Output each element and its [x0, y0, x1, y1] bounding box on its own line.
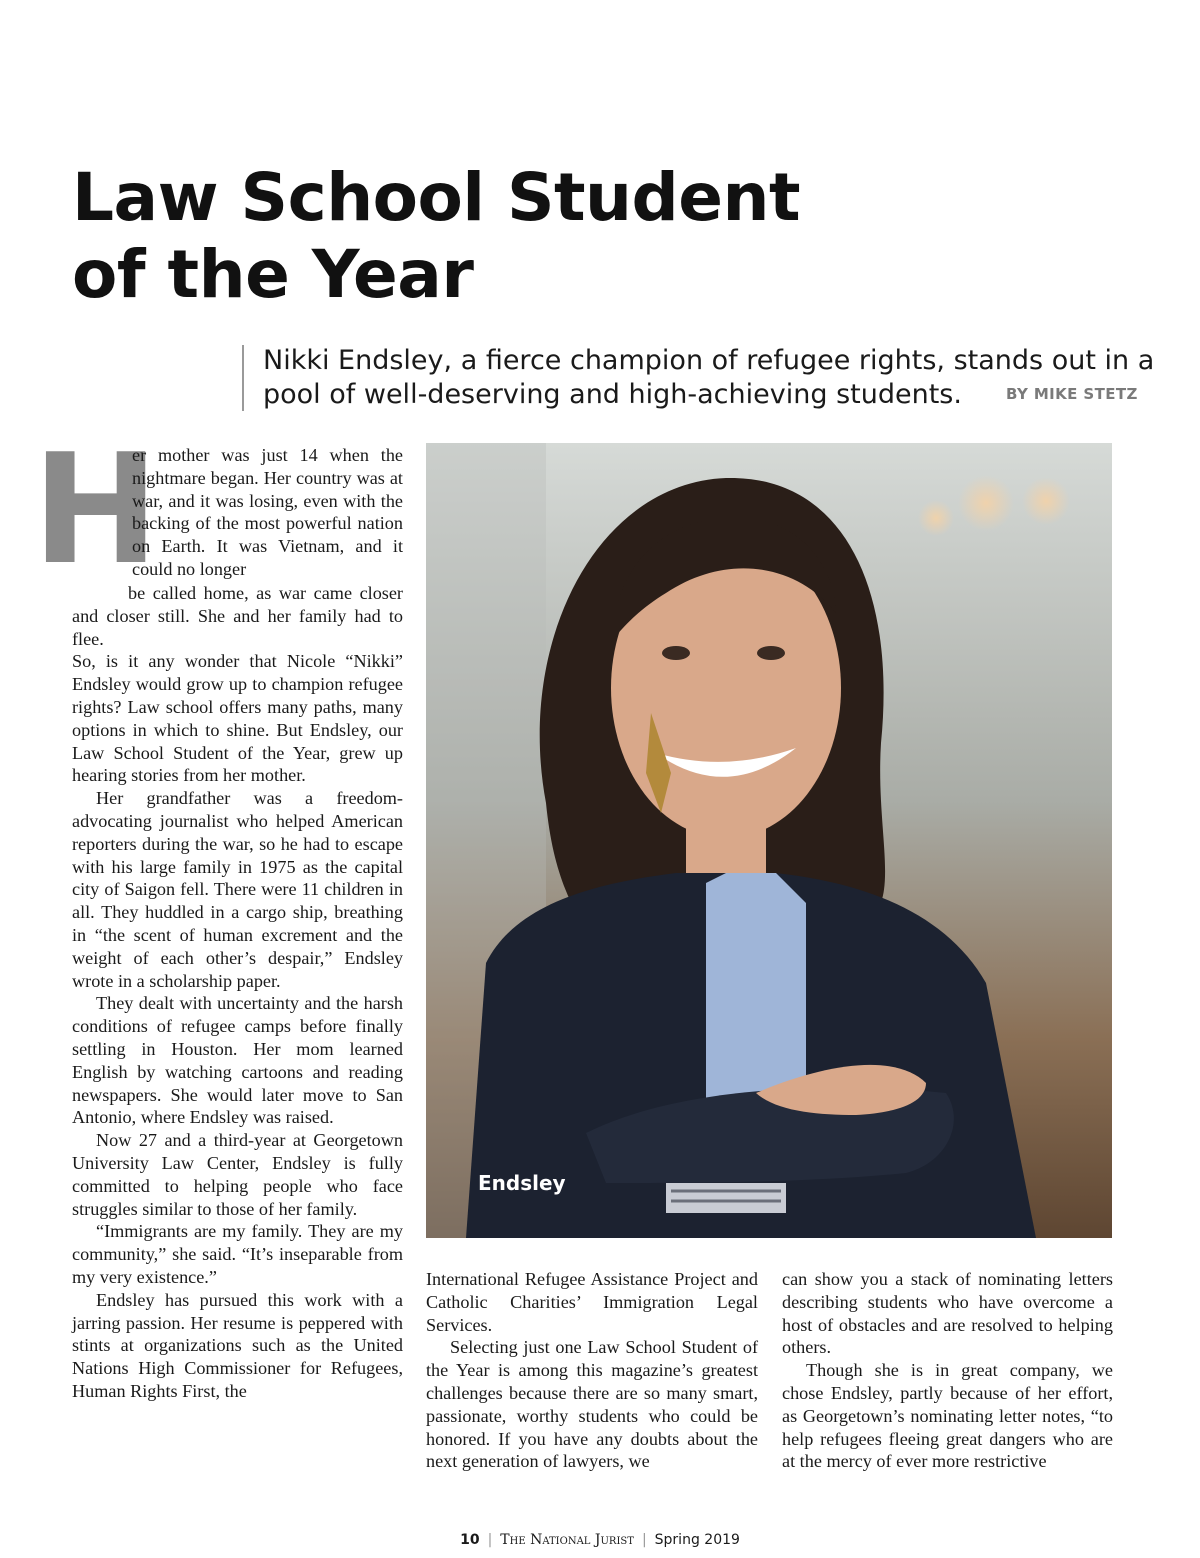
paragraph-2: So, is it any wonder that Nicole “Nikki” Endsley would grow up to champion refugee rights? Law school offers many paths, many options in which to shine. But Endsley, our Law School Student of the Year, grew up hearing stories from her mother. — [72, 651, 403, 786]
byline: BY MIKE STETZ — [1005, 384, 1138, 403]
column-3-paragraph-2: Though she is in great company, we chose Endsley, partly because of her effort, as Georgetown’s nominating letter notes, “to help refugees fleeing great dangers who are at the mercy of ever more restrictive — [782, 1360, 1113, 1472]
article-title — [72, 160, 972, 313]
page-number: 10 — [460, 1532, 480, 1548]
column-3 — [782, 1268, 1113, 1473]
page-footer — [0, 1532, 1200, 1548]
paragraph-1-start: er mother was just 14 when the nightmare began. Her country was at war, and it was losing, even with the backing of the most powerful nation on Earth. It was Vietnam, and it could no longer — [132, 445, 403, 579]
paragraph-7: Endsley has pursued this work with a jarring passion. Her resume is peppered with stints at organizations such as the United Nations High Commissioner for Refugees, Human Rights First, the — [72, 1289, 403, 1401]
title-line-2: of the Year — [72, 235, 474, 313]
deck-divider — [242, 345, 244, 411]
issue-date: Spring 2019 — [654, 1532, 740, 1548]
column-2 — [426, 1268, 758, 1473]
column-1 — [72, 582, 403, 1403]
magazine-name: The National Jurist — [500, 1532, 634, 1548]
footer-divider: | — [641, 1532, 647, 1548]
article-deck — [263, 344, 1155, 413]
paragraph-5: Now 27 and a third-year at Georgetown University Law Center, Endsley is fully committed to helping people who face struggles similar to those of her family. — [72, 1130, 403, 1219]
column-2-paragraph-2: Selecting just one Law School Student of the Year is among this magazine’s greatest challenges because there are so many smart, passionate, worthy students who could be honored. If you have any doubts about the next generation of lawyers, we — [426, 1337, 758, 1472]
footer-divider: | — [487, 1532, 493, 1548]
paragraph-1-end: be called home, as war came closer and closer still. She and her family had to flee. — [72, 583, 403, 649]
portrait-illustration — [426, 443, 1112, 1238]
deck-line-2 — [263, 378, 1143, 413]
column-2-paragraph-1: International Refugee Assistance Project and Catholic Charities’ Immigration Legal Services. — [426, 1269, 758, 1335]
paragraph-4: They dealt with uncertainty and the harsh conditions of refugee camps before finally settling in Houston. Her mom learned English by watching cartoons and reading newspapers. She would later move to San Antonio, where Endsley was raised. — [72, 993, 403, 1128]
paragraph-3: Her grandfather was a freedom-advocating journalist who helped American reporters during the war, so he had to escape with his large family in 1975 as the capital city of Saigon fell. There were 11 children in all. They huddled in a cargo ship, breathing in “the scent of human excrement and the weight of each other’s despair,” Endsley wrote in a scholarship paper. — [72, 788, 403, 991]
drop-cap: H — [32, 421, 160, 598]
deck-line-2-text: pool of well-deserving and high-achieving students. — [263, 379, 962, 410]
paragraph-1-wrap — [132, 444, 403, 581]
deck-line-1: Nikki Endsley, a fierce champion of refugee rights, stands out in a — [263, 345, 1155, 376]
photo-caption: Endsley — [478, 1171, 566, 1195]
portrait-photo — [426, 443, 1112, 1238]
title-line-1: Law School Student — [72, 159, 801, 236]
column-3-paragraph-1: can show you a stack of nominating letters describing students who have overcome a host of obstacles and are resolved to helping others. — [782, 1269, 1113, 1358]
paragraph-6: “Immigrants are my family. They are my community,” she said. “It’s inseparable from my very existence.” — [72, 1221, 403, 1287]
